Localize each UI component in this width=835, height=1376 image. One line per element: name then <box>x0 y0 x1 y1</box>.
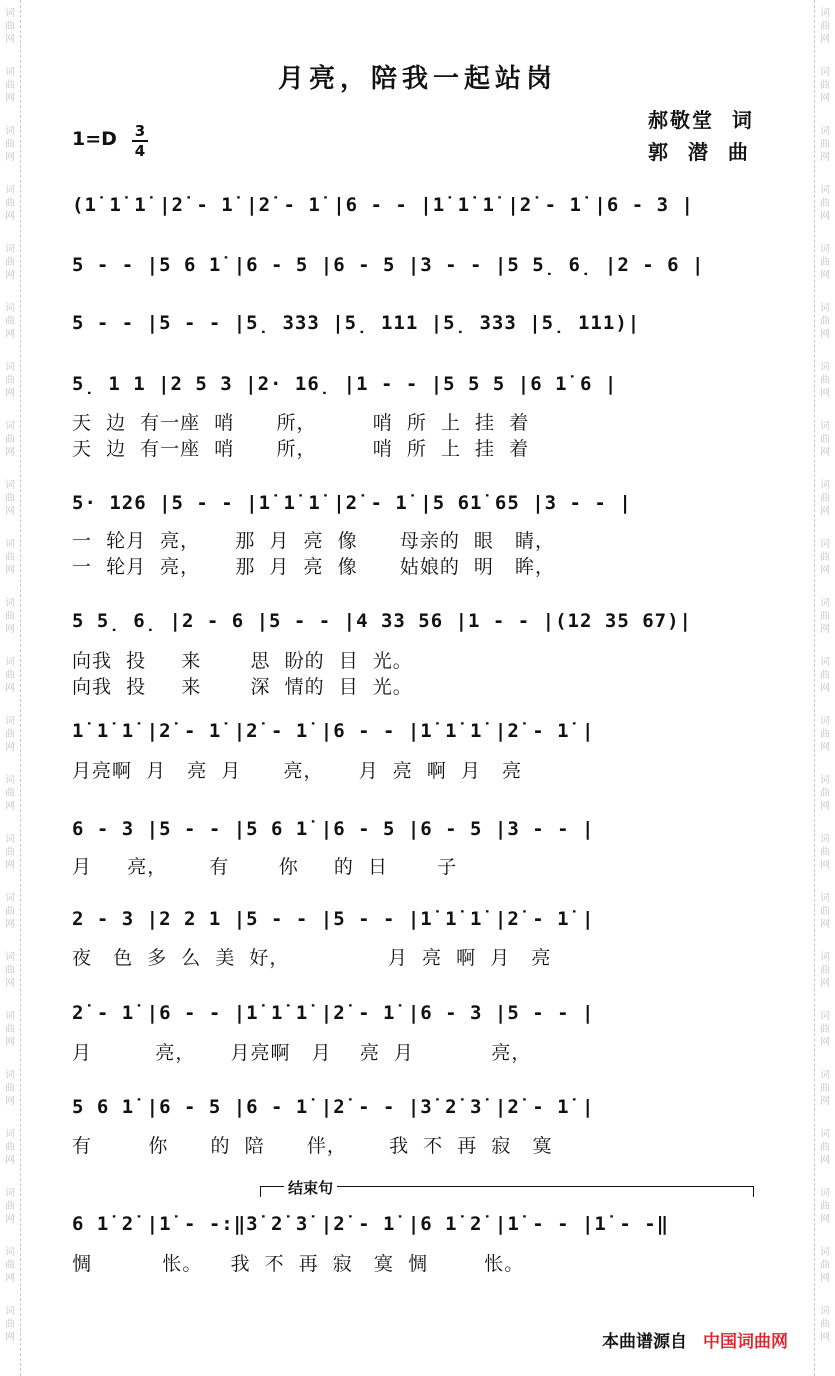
watermark-glyph: 曲 <box>5 1083 15 1094</box>
watermark-glyph: 曲 <box>5 80 15 91</box>
watermark-glyph: 网 <box>820 1155 830 1166</box>
score-line-7: 1̇ 1̇ 1̇ |2̇ - 1̇ |2̇ - 1̇ |6 - - |1̇ 1̇ 1̇ |2̇ - 1̇ | <box>72 720 595 742</box>
watermark-glyph: 曲 <box>820 1201 830 1212</box>
watermark-glyph: 网 <box>820 34 830 45</box>
watermark-glyph: 曲 <box>5 198 15 209</box>
watermark-glyph: 词 <box>820 185 830 196</box>
watermark-glyph: 网 <box>820 1096 830 1107</box>
watermark-glyph: 曲 <box>5 552 15 563</box>
watermark-glyph: 网 <box>5 860 15 871</box>
lyric-line-7: 月亮啊 月 亮 月 亮， 月 亮 啊 月 亮 <box>72 760 523 782</box>
score-line-11: 5 6 1̇ |6 - 5 |6 - 1̇ |2̇ - - |3̇ 2̇ 3̇ |2̇ - 1̇ | <box>72 1096 595 1118</box>
lyric-line-8: 月 亮， 有 你 的 日 子 <box>72 856 458 878</box>
watermark-glyph: 曲 <box>820 316 830 327</box>
watermark-glyph: 曲 <box>5 847 15 858</box>
watermark-glyph: 词 <box>820 126 830 137</box>
watermark-glyph: 词 <box>5 303 15 314</box>
watermark-glyph: 词 <box>5 421 15 432</box>
watermark-glyph: 网 <box>820 1214 830 1225</box>
score-line-1: (1̇ 1̇ 1̇ |2̇ - 1̇ |2̇ - 1̇ |6 - - |1̇ 1̇ 1̇ |2̇ - 1̇ |6 - 3 | <box>72 194 694 216</box>
watermark-glyph: 网 <box>820 447 830 458</box>
watermark-glyph: 曲 <box>5 670 15 681</box>
watermark-glyph: 网 <box>820 742 830 753</box>
watermark-glyph: 词 <box>5 834 15 845</box>
lyric-line-10: 月 亮， 月亮啊 月 亮 月 亮， <box>72 1042 532 1064</box>
watermark-glyph: 词 <box>5 716 15 727</box>
watermark-glyph: 曲 <box>820 670 830 681</box>
watermark-glyph: 词 <box>5 185 15 196</box>
watermark-glyph: 曲 <box>5 1319 15 1330</box>
watermark-glyph: 曲 <box>820 1142 830 1153</box>
watermark-glyph: 网 <box>820 801 830 812</box>
watermark-glyph: 词 <box>820 480 830 491</box>
watermark-glyph: 词 <box>5 598 15 609</box>
watermark-glyph: 词 <box>820 1306 830 1317</box>
watermark-glyph: 词 <box>820 834 830 845</box>
watermark-glyph: 网 <box>5 624 15 635</box>
composer-credit: 郭 潜 曲 <box>648 140 750 164</box>
left-watermark-strip <box>0 0 21 1376</box>
watermark-glyph: 词 <box>820 539 830 550</box>
watermark-glyph: 网 <box>5 742 15 753</box>
watermark-glyph: 网 <box>820 93 830 104</box>
watermark-glyph: 网 <box>5 447 15 458</box>
watermark-glyph: 网 <box>5 270 15 281</box>
watermark-glyph: 词 <box>5 1247 15 1258</box>
watermark-glyph: 网 <box>5 506 15 517</box>
watermark-glyph: 词 <box>820 67 830 78</box>
source-site-link[interactable]: 中国词曲网 <box>703 1332 788 1352</box>
watermark-glyph: 词 <box>5 539 15 550</box>
watermark-glyph: 词 <box>820 244 830 255</box>
lyricist-credit: 郝敬堂 词 <box>648 108 754 132</box>
watermark-glyph: 曲 <box>820 788 830 799</box>
watermark-glyph: 曲 <box>5 965 15 976</box>
watermark-glyph: 网 <box>820 270 830 281</box>
watermark-glyph: 词 <box>820 421 830 432</box>
watermark-glyph: 词 <box>5 1070 15 1081</box>
watermark-glyph: 网 <box>5 1273 15 1284</box>
watermark-glyph: 词 <box>820 716 830 727</box>
watermark-glyph: 词 <box>820 1188 830 1199</box>
watermark-glyph: 曲 <box>5 906 15 917</box>
lyric-line-4-verse-1: 天 边 有一座 哨 所， 哨 所 上 挂 着 <box>72 412 530 434</box>
watermark-glyph: 网 <box>5 978 15 989</box>
watermark-glyph: 词 <box>5 244 15 255</box>
watermark-glyph: 曲 <box>5 788 15 799</box>
lyric-line-11: 有 你 的 陪 伴， 我 不 再 寂 寞 <box>72 1135 553 1157</box>
watermark-glyph: 词 <box>5 480 15 491</box>
watermark-glyph: 曲 <box>820 21 830 32</box>
watermark-glyph: 曲 <box>5 434 15 445</box>
watermark-glyph: 曲 <box>820 493 830 504</box>
watermark-glyph: 词 <box>820 1247 830 1258</box>
watermark-glyph: 网 <box>820 388 830 399</box>
watermark-glyph: 网 <box>5 565 15 576</box>
watermark-glyph: 曲 <box>820 1260 830 1271</box>
watermark-glyph: 词 <box>5 8 15 19</box>
watermark-glyph: 曲 <box>5 493 15 504</box>
watermark-glyph: 曲 <box>5 257 15 268</box>
watermark-glyph: 网 <box>5 388 15 399</box>
watermark-glyph: 词 <box>5 1011 15 1022</box>
watermark-glyph: 曲 <box>5 316 15 327</box>
score-line-9: 2 - 3 |2 2 1 |5 - - |5 - - |1̇ 1̇ 1̇ |2̇ - 1̇ | <box>72 908 595 930</box>
watermark-glyph: 网 <box>5 1332 15 1343</box>
watermark-glyph: 曲 <box>5 139 15 150</box>
time-signature <box>132 123 148 159</box>
watermark-glyph: 词 <box>820 362 830 373</box>
watermark-glyph: 网 <box>5 683 15 694</box>
watermark-glyph: 词 <box>820 1011 830 1022</box>
watermark-glyph: 词 <box>820 893 830 904</box>
watermark-glyph: 网 <box>5 1096 15 1107</box>
watermark-glyph: 曲 <box>5 611 15 622</box>
lyric-line-6-verse-1: 向我 投 来 思 盼的 目 光。 <box>72 650 413 672</box>
watermark-glyph: 网 <box>820 329 830 340</box>
watermark-glyph: 曲 <box>820 139 830 150</box>
score-line-8: 6 - 3 |5 - - |5 6 1̇ |6 - 5 |6 - 5 |3 - - | <box>72 818 595 840</box>
lyric-line-4-verse-2: 天 边 有一座 哨 所， 哨 所 上 挂 着 <box>72 438 530 460</box>
watermark-glyph: 曲 <box>820 611 830 622</box>
watermark-glyph: 网 <box>820 1332 830 1343</box>
watermark-glyph: 曲 <box>820 1319 830 1330</box>
score-line-6: 5 5̣ 6̣ |2 - 6 |5 - - |4 33 56 |1 - - |(12 35 67)| <box>72 610 692 632</box>
watermark-glyph: 词 <box>5 952 15 963</box>
watermark-glyph: 网 <box>820 565 830 576</box>
watermark-glyph: 词 <box>820 952 830 963</box>
source-prefix: 本曲谱源自 <box>602 1332 687 1352</box>
watermark-glyph: 曲 <box>820 434 830 445</box>
watermark-glyph: 词 <box>5 1129 15 1140</box>
watermark-glyph: 词 <box>5 67 15 78</box>
watermark-glyph: 词 <box>820 303 830 314</box>
watermark-glyph: 网 <box>820 152 830 163</box>
meter-top: 3 <box>134 122 146 140</box>
watermark-glyph: 词 <box>5 775 15 786</box>
watermark-glyph: 网 <box>5 1214 15 1225</box>
watermark-glyph: 网 <box>820 1273 830 1284</box>
watermark-glyph: 网 <box>820 860 830 871</box>
watermark-glyph: 词 <box>820 598 830 609</box>
watermark-glyph: 曲 <box>5 21 15 32</box>
meter-bottom: 4 <box>134 142 146 160</box>
lyric-line-5-verse-2: 一 轮月 亮， 那 月 亮 像 姑娘的 明 眸， <box>72 556 556 578</box>
lyric-line-6-verse-2: 向我 投 来 深 情的 目 光。 <box>72 676 413 698</box>
watermark-glyph: 网 <box>5 919 15 930</box>
watermark-glyph: 网 <box>820 1037 830 1048</box>
watermark-glyph: 网 <box>820 211 830 222</box>
watermark-glyph: 词 <box>5 126 15 137</box>
watermark-glyph: 网 <box>820 683 830 694</box>
watermark-glyph: 网 <box>5 34 15 45</box>
watermark-glyph: 词 <box>5 1188 15 1199</box>
key-signature: 1=D <box>72 128 117 150</box>
watermark-glyph: 曲 <box>820 906 830 917</box>
watermark-glyph: 词 <box>820 775 830 786</box>
watermark-glyph: 网 <box>5 1037 15 1048</box>
source-credit <box>602 1327 788 1352</box>
watermark-glyph: 词 <box>820 1070 830 1081</box>
watermark-glyph: 网 <box>5 93 15 104</box>
watermark-glyph: 曲 <box>820 552 830 563</box>
watermark-glyph: 曲 <box>5 1142 15 1153</box>
watermark-glyph: 曲 <box>820 847 830 858</box>
lyric-line-12: 惆 怅。 我 不 再 寂 寞 惆 怅。 <box>72 1253 525 1275</box>
score-line-2: 5 - - |5 6 1̇ |6 - 5 |6 - 5 |3 - - |5 5̣ 6̣ |2 - 6 | <box>72 254 705 276</box>
watermark-glyph: 网 <box>5 1155 15 1166</box>
watermark-glyph: 曲 <box>820 198 830 209</box>
watermark-glyph: 曲 <box>5 1024 15 1035</box>
coda-label: 结束句 <box>284 1177 337 1198</box>
watermark-glyph: 词 <box>5 657 15 668</box>
watermark-glyph: 曲 <box>5 375 15 386</box>
watermark-glyph: 词 <box>5 362 15 373</box>
watermark-glyph: 词 <box>820 8 830 19</box>
score-line-10: 2̇ - 1̇ |6 - - |1̇ 1̇ 1̇ |2̇ - 1̇ |6 - 3 |5 - - | <box>72 1002 595 1024</box>
watermark-glyph: 曲 <box>820 257 830 268</box>
score-line-12: 6 1̇ 2̇ |1̇ - -:‖3̇ 2̇ 3̇ |2̇ - 1̇ |6 1̇ 2̇ |1̇ - - |1̇ - -‖ <box>72 1213 670 1235</box>
watermark-glyph: 曲 <box>820 965 830 976</box>
watermark-glyph: 网 <box>5 329 15 340</box>
watermark-glyph: 曲 <box>5 1201 15 1212</box>
watermark-glyph: 网 <box>5 801 15 812</box>
watermark-glyph: 曲 <box>820 80 830 91</box>
watermark-glyph: 词 <box>5 893 15 904</box>
score-line-5: 5· 126 |5 - - |1̇ 1̇ 1̇ |2̇ - 1̇ |5 61̇ 65 |3 - - | <box>72 492 632 514</box>
watermark-glyph: 词 <box>5 1306 15 1317</box>
watermark-glyph: 网 <box>820 978 830 989</box>
watermark-glyph: 曲 <box>5 729 15 740</box>
lyric-line-9: 夜 色 多 么 美 好， 月 亮 啊 月 亮 <box>72 947 552 969</box>
lyric-line-5-verse-1: 一 轮月 亮， 那 月 亮 像 母亲的 眼 睛， <box>72 530 556 552</box>
watermark-glyph: 曲 <box>820 1024 830 1035</box>
watermark-glyph: 曲 <box>820 1083 830 1094</box>
watermark-glyph: 网 <box>5 211 15 222</box>
watermark-glyph: 网 <box>820 624 830 635</box>
watermark-glyph: 词 <box>820 1129 830 1140</box>
watermark-glyph: 曲 <box>5 1260 15 1271</box>
score-line-4: 5̣ 1 1 |2 5 3 |2· 16̣ |1 - - |5 5 5 |6 1̇ 6 | <box>72 373 618 395</box>
watermark-glyph: 曲 <box>820 375 830 386</box>
song-title: 月亮，陪我一起站岗 <box>277 64 557 94</box>
watermark-glyph: 词 <box>820 657 830 668</box>
watermark-glyph: 网 <box>820 506 830 517</box>
watermark-glyph: 网 <box>5 152 15 163</box>
right-watermark-strip <box>814 0 835 1376</box>
watermark-glyph: 曲 <box>820 729 830 740</box>
score-line-3: 5 - - |5 - - |5̣ 333 |5̣ 111 |5̣ 333 |5̣ 111)| <box>72 312 641 334</box>
watermark-glyph: 网 <box>820 919 830 930</box>
